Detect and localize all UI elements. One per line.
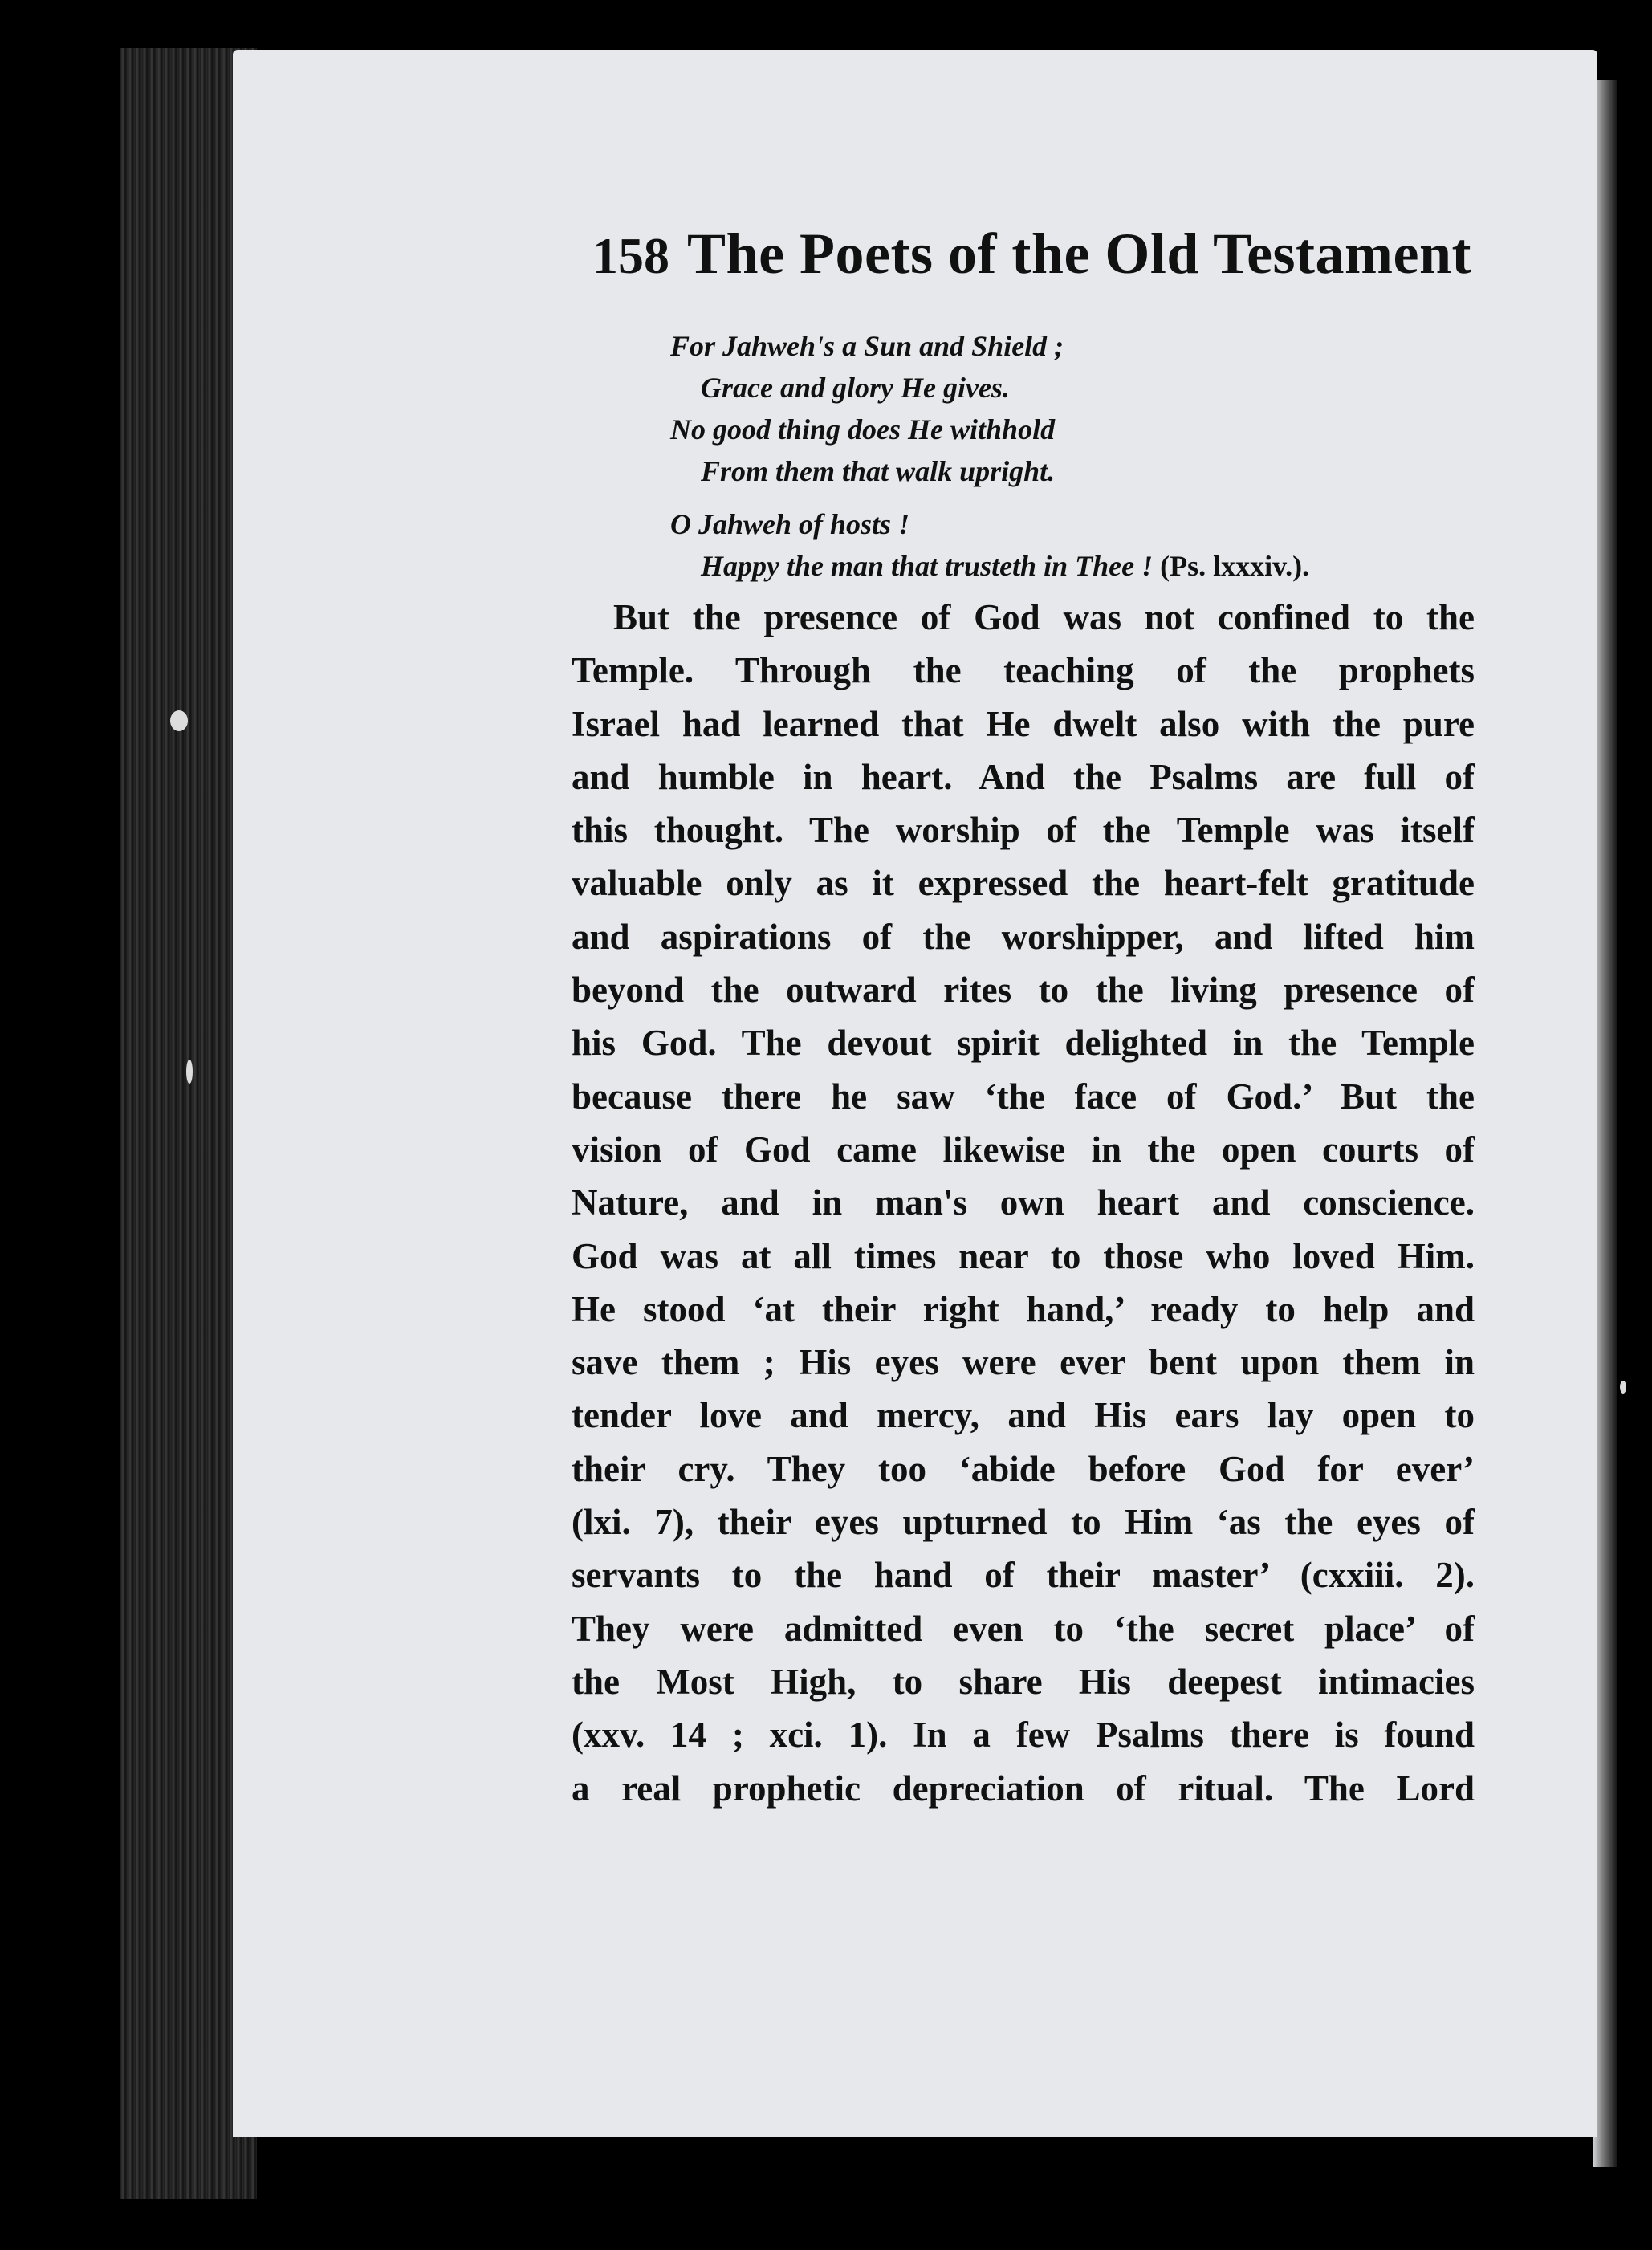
- verse-line: Happy the man that trusteth in Thee !: [701, 550, 1154, 582]
- verse-line-with-citation: [670, 545, 1513, 587]
- body-line: and humble in heart. And the Psalms are full of: [572, 756, 1475, 797]
- body-line: tender love and mercy, and His ears lay open to: [572, 1395, 1475, 1436]
- stanza-gap: [670, 492, 1513, 503]
- body-line: He stood ‘at their right hand,’ ready to help and: [572, 1288, 1475, 1329]
- body-line: their cry. They too ‘abide before God for ever’: [572, 1448, 1475, 1489]
- scan-speck: [170, 710, 188, 731]
- body-line: this thought. The worship of the Temple was itself: [572, 810, 1475, 851]
- body-line: God was at all times near to those who loved Him.: [572, 1235, 1475, 1276]
- body-line: vision of God came likewise in the open courts of: [572, 1129, 1475, 1170]
- verse-line: Grace and glory He gives.: [701, 372, 1010, 404]
- verse-line: No good thing does He withhold: [670, 413, 1056, 446]
- body-line: the Most High, to share His deepest intimacies: [572, 1661, 1475, 1702]
- body-line: valuable only as it expressed the heart-felt gratitude: [572, 863, 1475, 904]
- body-line: They were admitted even to ‘the secret place’ of: [572, 1608, 1475, 1649]
- verse-quotation: [670, 325, 1513, 587]
- body-line: beyond the outward rites to the living presence of: [572, 970, 1475, 1011]
- page-header: [592, 221, 1483, 301]
- body-line: and aspirations of the worshipper, and lifted him: [572, 916, 1475, 957]
- verse-line: O Jahweh of hosts !: [670, 508, 910, 540]
- scan-speck: [1620, 1381, 1626, 1394]
- body-line: Nature, and in man's own heart and conscience.: [572, 1182, 1475, 1223]
- body-line: (lxi. 7), their eyes upturned to Him ‘as the eyes of: [572, 1502, 1475, 1543]
- body-line: Temple. Through the teaching of the prophets: [572, 650, 1475, 691]
- verse-line: For Jahweh's a Sun and Shield ;: [670, 330, 1064, 362]
- scan-speck: [186, 1060, 193, 1084]
- body-line: servants to the hand of their master’ (cxxiii. 2).: [572, 1555, 1475, 1596]
- body-line: But the presence of God was not confined to the: [613, 597, 1475, 637]
- verse-line: From them that walk upright.: [701, 455, 1056, 487]
- verse-citation: (Ps. lxxxiv.).: [1160, 550, 1310, 582]
- body-line: (xxv. 14 ; xci. 1). In a few Psalms there is found: [572, 1715, 1475, 1756]
- body-line: because there he saw ‘the face of God.’ But the: [572, 1076, 1475, 1117]
- page-number: 158: [592, 227, 669, 284]
- body-line: Israel had learned that He dwelt also with the pure: [572, 703, 1475, 744]
- running-head: The Poets of the Old Testament: [687, 222, 1471, 286]
- body-paragraph: [572, 591, 1475, 1815]
- body-line: save them ; His eyes were ever bent upon them in: [572, 1342, 1475, 1383]
- body-line: a real prophetic depreciation of ritual. The Lord: [572, 1768, 1475, 1809]
- body-line: his God. The devout spirit delighted in the Temple: [572, 1023, 1475, 1064]
